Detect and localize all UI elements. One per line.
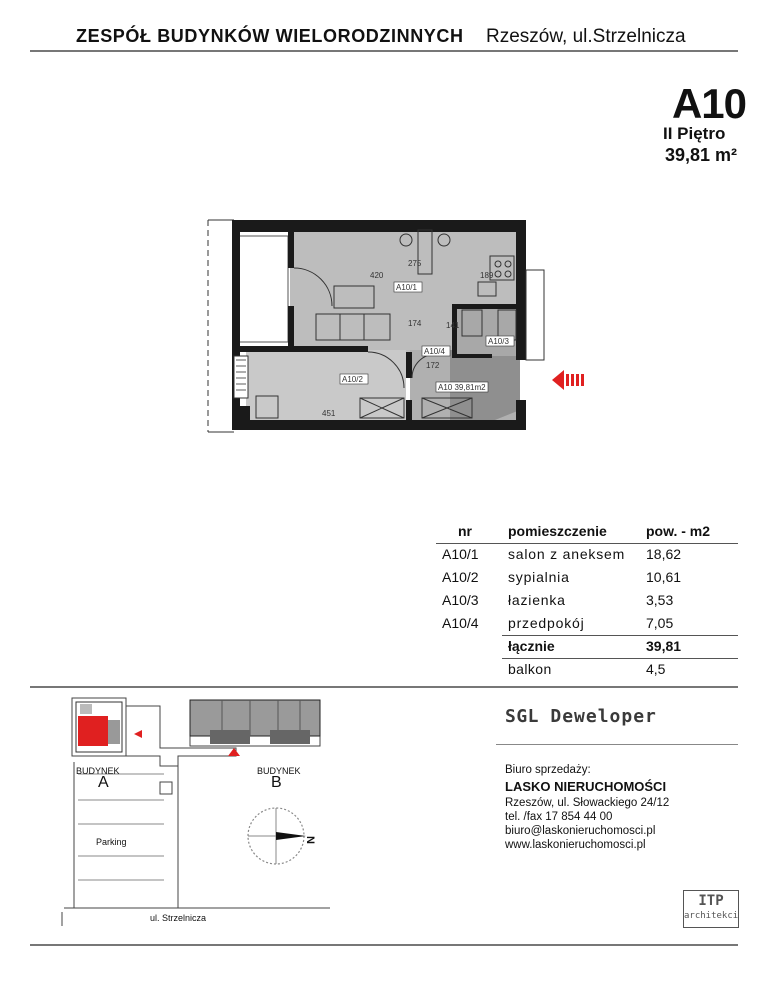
entrance-arrow-icon xyxy=(550,368,590,392)
plan-label-room1: A10/1 xyxy=(396,283,417,292)
plan-dimension: 189 xyxy=(480,271,494,280)
project-location: Rzeszów, ul.Strzelnicza xyxy=(486,26,686,47)
plan-dimension: 174 xyxy=(408,319,422,328)
table-header xyxy=(436,521,738,544)
bathroom-floor xyxy=(454,304,524,356)
row-nr: A10/1 xyxy=(442,546,479,562)
table-row xyxy=(436,590,738,613)
unit-floor: II Piętro xyxy=(663,124,726,143)
office-name: LASKO NIERUCHOMOŚCI xyxy=(505,779,667,794)
street-label: ul. Strzelnicza xyxy=(150,913,207,923)
header-divider xyxy=(30,50,738,52)
row-area: 10,61 xyxy=(646,569,682,585)
entrance-marker-icon xyxy=(228,748,240,756)
table-total-row xyxy=(436,636,738,659)
plan-dimension: 420 xyxy=(370,271,384,280)
building-a-highlight xyxy=(78,716,108,746)
plan-dimension: 172 xyxy=(426,361,440,370)
architect-logo xyxy=(683,890,739,928)
plan-dimension: 451 xyxy=(322,409,336,418)
parking-lines xyxy=(78,774,164,880)
plan-dimension: 141 xyxy=(446,321,460,330)
building-b-letter: B xyxy=(271,774,282,791)
row-name: salon z aneksem xyxy=(508,546,626,562)
bedroom-window xyxy=(234,356,248,398)
rooms-table xyxy=(436,521,738,682)
building-a-core xyxy=(108,720,120,744)
plan-label-room2: A10/2 xyxy=(342,375,363,384)
entrance-marker-icon xyxy=(134,730,142,738)
total-area: 39,81 xyxy=(646,638,682,654)
plan-label-hall-area: A10 39,81m2 xyxy=(438,383,486,392)
plan-label-room4: A10/4 xyxy=(424,347,445,356)
header-area: pow. - m2 xyxy=(646,523,711,539)
compass-icon xyxy=(248,808,306,864)
plan-label-room3: A10/3 xyxy=(488,337,509,346)
row-area: 3,53 xyxy=(646,592,674,608)
table-row xyxy=(436,613,738,636)
office-address: Rzeszów, ul. Słowackiego 24/12 xyxy=(505,797,670,809)
balcony-window xyxy=(236,236,288,342)
project-title: ZESPÓŁ BUDYNKÓW WIELORODZINNYCH xyxy=(76,26,464,46)
row-name: łazienka xyxy=(508,592,566,608)
office-caption: Biuro sprzedaży: xyxy=(505,764,591,776)
floor-plan xyxy=(200,210,560,440)
developer-logo-part: SGL xyxy=(505,706,540,727)
table-row xyxy=(436,567,738,590)
building-a-label: BUDYNEK xyxy=(76,766,120,776)
site-plan xyxy=(60,690,340,926)
building-b-entrance-block xyxy=(270,730,310,744)
parking-label: Parking xyxy=(96,837,127,847)
header-nr: nr xyxy=(458,523,472,539)
building-b-label: BUDYNEK xyxy=(257,766,301,776)
row-area: 18,62 xyxy=(646,546,682,562)
table-balcony-row xyxy=(436,659,738,682)
total-label: łącznie xyxy=(508,638,555,654)
row-nr: A10/4 xyxy=(442,615,479,631)
row-nr: A10/3 xyxy=(442,592,479,608)
table-row xyxy=(436,544,738,567)
section-divider xyxy=(30,686,738,688)
unit-area: 39,81 m² xyxy=(665,145,738,165)
balcony-outline xyxy=(208,220,234,432)
office-email[interactable]: biuro@laskonieruchomosci.pl xyxy=(505,825,656,837)
office-phone: tel. /fax 17 854 44 00 xyxy=(505,811,613,823)
plan-dimension: 275 xyxy=(408,259,422,268)
balcony-label: balkon xyxy=(508,661,552,677)
unit-code: A10 xyxy=(671,80,746,127)
office-website[interactable]: www.laskonieruchomosci.pl xyxy=(505,839,646,851)
building-a-letter: A xyxy=(98,774,109,791)
building-a-wing xyxy=(80,704,92,714)
developer-logo-part: Deweloper xyxy=(550,706,657,727)
building-b-entrance-block xyxy=(210,730,250,744)
row-name: sypialnia xyxy=(508,569,570,585)
developer-logo xyxy=(505,706,657,727)
shaft xyxy=(526,270,544,360)
compass-north-label: N xyxy=(303,836,316,844)
footer-divider xyxy=(30,944,738,946)
row-area: 7,05 xyxy=(646,615,674,631)
parking-box xyxy=(160,782,172,794)
office-divider xyxy=(496,744,738,745)
header-room: pomieszczenie xyxy=(508,523,607,539)
architect-logo-main: ITP xyxy=(698,893,724,909)
architect-logo-sub: architekci xyxy=(684,911,739,921)
balcony-area: 4,5 xyxy=(646,661,666,677)
row-nr: A10/2 xyxy=(442,569,479,585)
row-name: przedpokój xyxy=(508,615,585,631)
